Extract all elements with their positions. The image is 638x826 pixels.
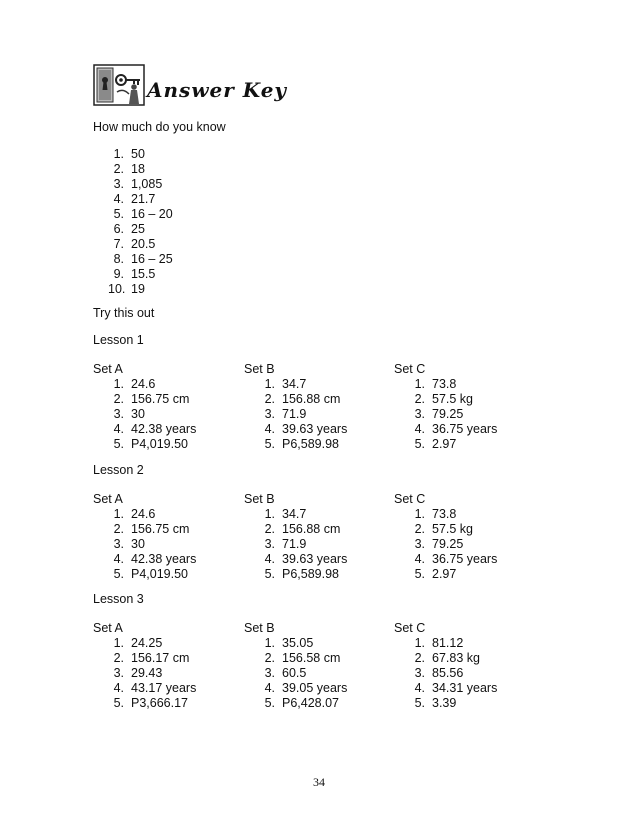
item-number: 1. xyxy=(264,636,275,650)
item-value: 156.58 cm xyxy=(282,651,341,665)
list-item xyxy=(409,522,497,537)
item-value: 43.17 years xyxy=(131,681,197,695)
page-header xyxy=(93,62,287,106)
set-answer-list xyxy=(108,377,196,452)
list-item xyxy=(108,552,196,567)
section-heading-try-this: Try this out xyxy=(93,306,155,320)
list-item xyxy=(108,222,173,237)
item-value: 57.5 kg xyxy=(432,392,474,406)
item-number: 7. xyxy=(113,237,124,251)
item-number: 4. xyxy=(414,681,425,695)
item-value: 3.39 xyxy=(432,696,457,710)
list-item xyxy=(108,666,196,681)
item-value: P6,428.07 xyxy=(282,696,339,710)
item-value: 156.88 cm xyxy=(282,392,341,406)
section-heading-how-much: How much do you know xyxy=(93,120,226,134)
set-answer-list xyxy=(409,636,497,711)
item-number: 3. xyxy=(113,666,124,680)
set-answer-list xyxy=(108,507,196,582)
list-item xyxy=(108,377,196,392)
item-number: 3. xyxy=(264,537,275,551)
list-item xyxy=(409,681,497,696)
list-item xyxy=(409,666,497,681)
item-value: 36.75 years xyxy=(432,552,498,566)
list-item xyxy=(409,567,497,582)
item-value: 30 xyxy=(131,537,145,551)
list-item xyxy=(108,681,196,696)
set-label: Set A xyxy=(93,621,123,635)
item-value: 42.38 years xyxy=(131,422,197,436)
item-value: 30 xyxy=(131,407,145,421)
item-number: 2. xyxy=(414,522,425,536)
item-value: 79.25 xyxy=(432,537,464,551)
item-value: 39.63 years xyxy=(282,422,348,436)
list-item xyxy=(259,422,347,437)
answer-set xyxy=(93,362,196,452)
set-label: Set C xyxy=(394,492,426,506)
item-number: 5. xyxy=(414,437,425,451)
list-item xyxy=(409,437,497,452)
page-title: Answer Key xyxy=(147,78,288,102)
set-answer-list xyxy=(409,377,497,452)
item-value: 73.8 xyxy=(432,377,457,391)
item-value: P6,589.98 xyxy=(282,437,339,451)
item-value: 156.75 cm xyxy=(131,392,190,406)
answer-set xyxy=(93,621,196,711)
item-number: 2. xyxy=(264,392,275,406)
item-number: 4. xyxy=(113,422,124,436)
item-number: 1. xyxy=(414,377,425,391)
item-number: 3. xyxy=(113,407,124,421)
list-item xyxy=(409,552,497,567)
list-item xyxy=(259,552,347,567)
lesson-title: Lesson 3 xyxy=(93,592,144,606)
item-value: 24.25 xyxy=(131,636,163,650)
item-value: 16 – 25 xyxy=(131,252,173,266)
list-item xyxy=(259,407,347,422)
list-item xyxy=(108,537,196,552)
item-value: 16 – 20 xyxy=(131,207,173,221)
set-label: Set B xyxy=(244,621,275,635)
item-value: 85.56 xyxy=(432,666,464,680)
item-number: 5. xyxy=(113,207,124,221)
item-number: 1. xyxy=(113,147,124,161)
item-value: 35.05 xyxy=(282,636,314,650)
item-value: 34.7 xyxy=(282,507,307,521)
item-number: 1. xyxy=(113,377,124,391)
list-item xyxy=(259,696,347,711)
set-answer-list xyxy=(108,636,196,711)
item-number: 1. xyxy=(264,377,275,391)
item-value: 34.7 xyxy=(282,377,307,391)
list-item xyxy=(409,422,497,437)
list-item xyxy=(259,636,347,651)
set-label: Set A xyxy=(93,362,123,376)
item-number: 4. xyxy=(113,681,124,695)
item-number: 3. xyxy=(414,537,425,551)
item-number: 5. xyxy=(264,437,275,451)
item-number: 5. xyxy=(264,567,275,581)
list-item xyxy=(409,636,497,651)
list-item xyxy=(409,651,497,666)
item-number: 5. xyxy=(414,567,425,581)
set-label: Set B xyxy=(244,492,275,506)
item-number: 3. xyxy=(414,666,425,680)
item-value: P6,589.98 xyxy=(282,567,339,581)
item-value: 1,085 xyxy=(131,177,163,191)
item-number: 4. xyxy=(264,681,275,695)
item-value: 71.9 xyxy=(282,407,307,421)
item-number: 4. xyxy=(113,552,124,566)
item-value: 81.12 xyxy=(432,636,464,650)
list-item xyxy=(108,147,173,162)
lesson-sets xyxy=(93,621,573,721)
set-label: Set B xyxy=(244,362,275,376)
list-item xyxy=(259,392,347,407)
list-item xyxy=(259,437,347,452)
answer-set xyxy=(244,362,347,452)
list-item xyxy=(259,681,347,696)
list-item xyxy=(259,651,347,666)
item-value: 50 xyxy=(131,147,145,161)
list-item xyxy=(108,636,196,651)
list-item xyxy=(108,177,173,192)
list-item xyxy=(108,282,173,297)
list-item xyxy=(259,522,347,537)
item-number: 8. xyxy=(113,252,124,266)
item-value: 24.6 xyxy=(131,507,156,521)
item-value: 156.17 cm xyxy=(131,651,190,665)
item-number: 1. xyxy=(414,507,425,521)
item-number: 1. xyxy=(113,507,124,521)
lesson-sets xyxy=(93,362,573,462)
list-item xyxy=(259,537,347,552)
set-answer-list xyxy=(259,377,347,452)
item-number: 1. xyxy=(113,636,124,650)
item-number: 5. xyxy=(264,696,275,710)
item-value: 39.63 years xyxy=(282,552,348,566)
item-number: 2. xyxy=(264,651,275,665)
item-number: 3. xyxy=(264,407,275,421)
list-item xyxy=(108,162,173,177)
item-number: 3. xyxy=(264,666,275,680)
item-number: 4. xyxy=(264,422,275,436)
item-value: 2.97 xyxy=(432,567,457,581)
item-value: 25 xyxy=(131,222,145,236)
list-item xyxy=(259,666,347,681)
answer-set xyxy=(244,621,347,711)
set-label: Set C xyxy=(394,621,426,635)
set-answer-list xyxy=(259,636,347,711)
list-item xyxy=(108,651,196,666)
item-value: 67.83 kg xyxy=(432,651,480,665)
set-answer-list xyxy=(259,507,347,582)
key-and-keyhole-icon xyxy=(93,64,145,106)
item-number: 1. xyxy=(264,507,275,521)
item-number: 2. xyxy=(414,651,425,665)
item-value: 57.5 kg xyxy=(432,522,474,536)
page-number: 34 xyxy=(313,775,325,789)
item-number: 3. xyxy=(113,537,124,551)
item-number: 2. xyxy=(414,392,425,406)
item-number: 4. xyxy=(113,192,124,206)
list-item xyxy=(108,237,173,252)
item-value: 156.88 cm xyxy=(282,522,341,536)
intro-answer-list xyxy=(108,147,173,297)
item-number: 5. xyxy=(414,696,425,710)
list-item xyxy=(108,267,173,282)
item-value: 18 xyxy=(131,162,145,176)
item-number: 3. xyxy=(113,177,124,191)
item-value: 21.7 xyxy=(131,192,156,206)
item-value: 36.75 years xyxy=(432,422,498,436)
answer-set xyxy=(93,492,196,582)
item-value: 29.43 xyxy=(131,666,163,680)
item-value: 73.8 xyxy=(432,507,457,521)
list-item xyxy=(409,392,497,407)
item-value: P3,666.17 xyxy=(131,696,188,710)
list-item xyxy=(409,507,497,522)
item-value: 2.97 xyxy=(432,437,457,451)
item-value: 19 xyxy=(131,282,145,296)
list-item xyxy=(108,507,196,522)
item-number: 4. xyxy=(264,552,275,566)
list-item xyxy=(259,507,347,522)
item-value: 42.38 years xyxy=(131,552,197,566)
item-number: 3. xyxy=(414,407,425,421)
item-value: 156.75 cm xyxy=(131,522,190,536)
item-number: 2. xyxy=(113,651,124,665)
item-value: 39.05 years xyxy=(282,681,348,695)
list-item xyxy=(108,192,173,207)
item-number: 4. xyxy=(414,552,425,566)
list-item xyxy=(259,377,347,392)
item-number: 2. xyxy=(113,522,124,536)
item-number: 1. xyxy=(414,636,425,650)
answer-set xyxy=(394,492,497,582)
item-value: P4,019.50 xyxy=(131,567,188,581)
answer-set xyxy=(244,492,347,582)
list-item xyxy=(108,567,196,582)
item-value: 60.5 xyxy=(282,666,307,680)
item-number: 2. xyxy=(113,392,124,406)
list-item xyxy=(108,392,196,407)
set-label: Set A xyxy=(93,492,123,506)
list-item xyxy=(409,537,497,552)
item-number: 10. xyxy=(108,282,126,296)
item-number: 5. xyxy=(113,696,124,710)
list-item xyxy=(108,207,173,222)
answer-set xyxy=(394,362,497,452)
lesson-sets xyxy=(93,492,573,592)
item-number: 4. xyxy=(414,422,425,436)
list-item xyxy=(108,407,196,422)
set-answer-list xyxy=(409,507,497,582)
item-value: 71.9 xyxy=(282,537,307,551)
lesson-title: Lesson 1 xyxy=(93,333,144,347)
item-value: 15.5 xyxy=(131,267,156,281)
list-item xyxy=(108,252,173,267)
list-item xyxy=(108,422,196,437)
item-value: 24.6 xyxy=(131,377,156,391)
item-value: 34.31 years xyxy=(432,681,498,695)
item-value: 79.25 xyxy=(432,407,464,421)
list-item xyxy=(108,437,196,452)
answer-set xyxy=(394,621,497,711)
list-item xyxy=(259,567,347,582)
item-number: 5. xyxy=(113,437,124,451)
list-item xyxy=(409,696,497,711)
item-number: 2. xyxy=(113,162,124,176)
item-value: P4,019.50 xyxy=(131,437,188,451)
item-value: 20.5 xyxy=(131,237,156,251)
list-item xyxy=(409,407,497,422)
list-item xyxy=(409,377,497,392)
list-item xyxy=(108,522,196,537)
lesson-title: Lesson 2 xyxy=(93,463,144,477)
item-number: 9. xyxy=(113,267,124,281)
list-item xyxy=(108,696,196,711)
item-number: 5. xyxy=(113,567,124,581)
item-number: 6. xyxy=(113,222,124,236)
item-number: 2. xyxy=(264,522,275,536)
set-label: Set C xyxy=(394,362,426,376)
